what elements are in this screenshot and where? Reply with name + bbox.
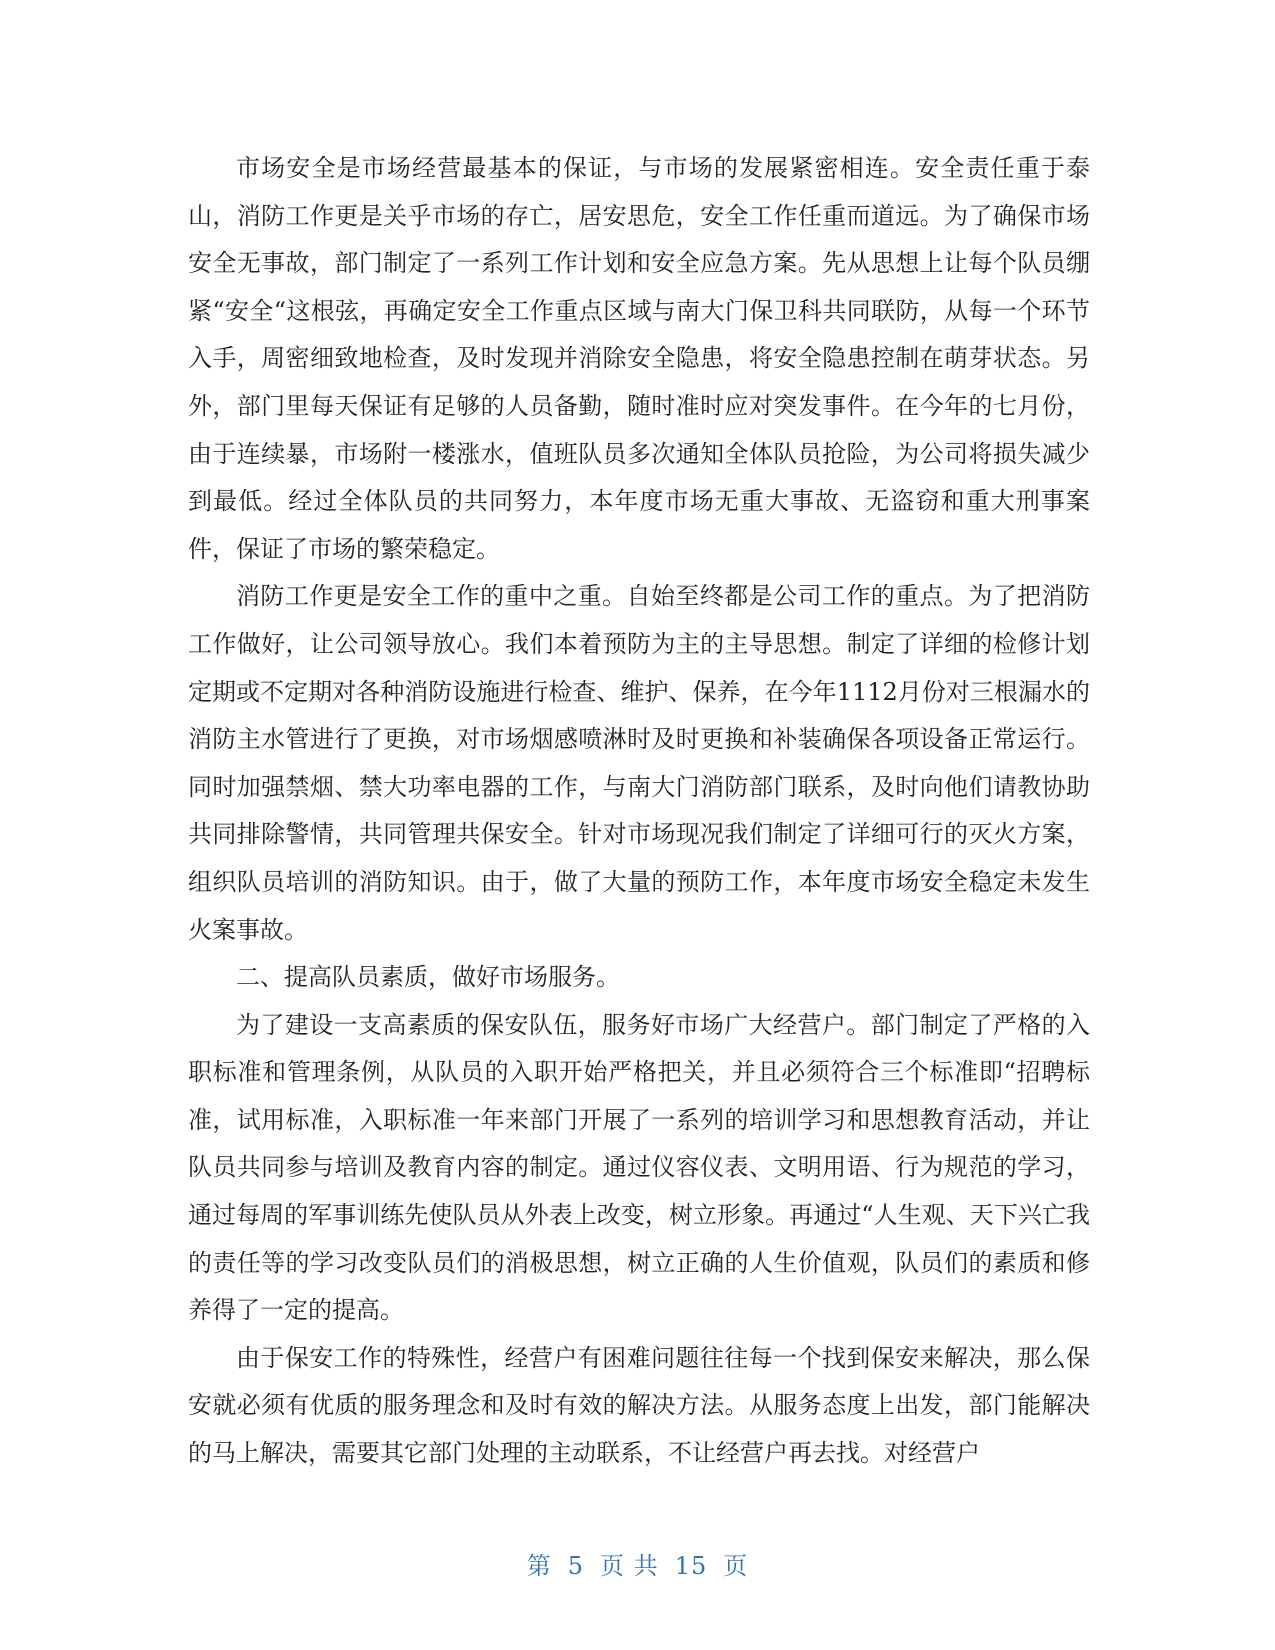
footer-middle: 页 共 — [600, 1552, 659, 1580]
total-pages-number: 15 — [674, 1552, 708, 1580]
document-body — [188, 145, 1090, 1478]
footer-suffix: 页 — [723, 1552, 749, 1580]
page-footer — [0, 1546, 1275, 1581]
footer-prefix: 第 — [526, 1552, 552, 1580]
current-page-number: 5 — [567, 1552, 585, 1580]
section-heading-improve-quality: 二、提高队员素质，做好市场服务。 — [236, 963, 620, 992]
paragraph-market-safety: 市场安全是市场经营最基本的保证，与市场的发展紧密相连。安全责任重于泰山，消防工作更是关乎市场的存亡，居安思危，安全工作任重而道远。为了确保市场安全无事故，部门制定了一系列工作计划和安全应急方案。先从思想上让每个队员绷紧“安全“这根弦，再确定安全工作重点区域与南大门保卫科共同联防，从每一个环节入手，周密细致地检查，及时发现并消除安全隐患，将安全隐患控制在萌芽状态。另外，部门里每天保证有足够的人员备勤，随时准时应对突发事件。在今年的七月份，由于连续暴，市场附一楼涨水，值班队员多次通知全体队员抢险，为公司将损失减少到最低。经过全体队员的共同努力，本年度市场无重大事故、无盗窃和重大刑事案件，保证了市场的繁荣稳定。 — [188, 154, 1090, 563]
paragraph-service: 由于保安工作的特殊性，经营户有困难问题往往每一个找到保安来解决，那么保安就必须有优质的服务理念和及时有效的解决方法。从服务态度上出发，部门能解决的马上解决，需要其它部门处理的主动联系，不让经营户再去找。对经营户 — [188, 1343, 1090, 1468]
paragraph-team-building: 为了建设一支高素质的保安队伍，服务好市场广大经营户。部门制定了严格的入职标准和管理条例，从队员的入职开始严格把关，并且必须符合三个标准即“招聘标准，试用标准，入职标准一年来部门开展了一系列的培训学习和思想教育活动，并让队员共同参与培训及教育内容的制定。通过仪容仪表、文明用语、行为规范的学习，通过每周的军事训练先使队员从外表上改变，树立形象。再通过“人生观、天下兴亡我的责任等的学习改变队员们的消极思想，树立正确的人生价值观，队员们的素质和修养得了一定的提高。 — [188, 1010, 1090, 1325]
paragraph-fire-prevention: 消防工作更是安全工作的重中之重。自始至终都是公司工作的重点。为了把消防工作做好，让公司领导放心。我们本着预防为主的主导思想。制定了详细的检修计划定期或不定期对各种消防设施进行检查、维护、保养，在今年1112月份对三根漏水的消防主水管进行了更换，对市场烟感喷淋时及时更换和补装确保各项设备正常运行。同时加强禁烟、禁大功率电器的工作，与南大门消防部门联系，及时向他们请教协助共同排除警情，共同管理共保安全。针对市场现况我们制定了详细可行的灭火方案，组织队员培训的消防知识。由于，做了大量的预防工作，本年度市场安全稳定未发生火案事故。 — [188, 582, 1090, 944]
